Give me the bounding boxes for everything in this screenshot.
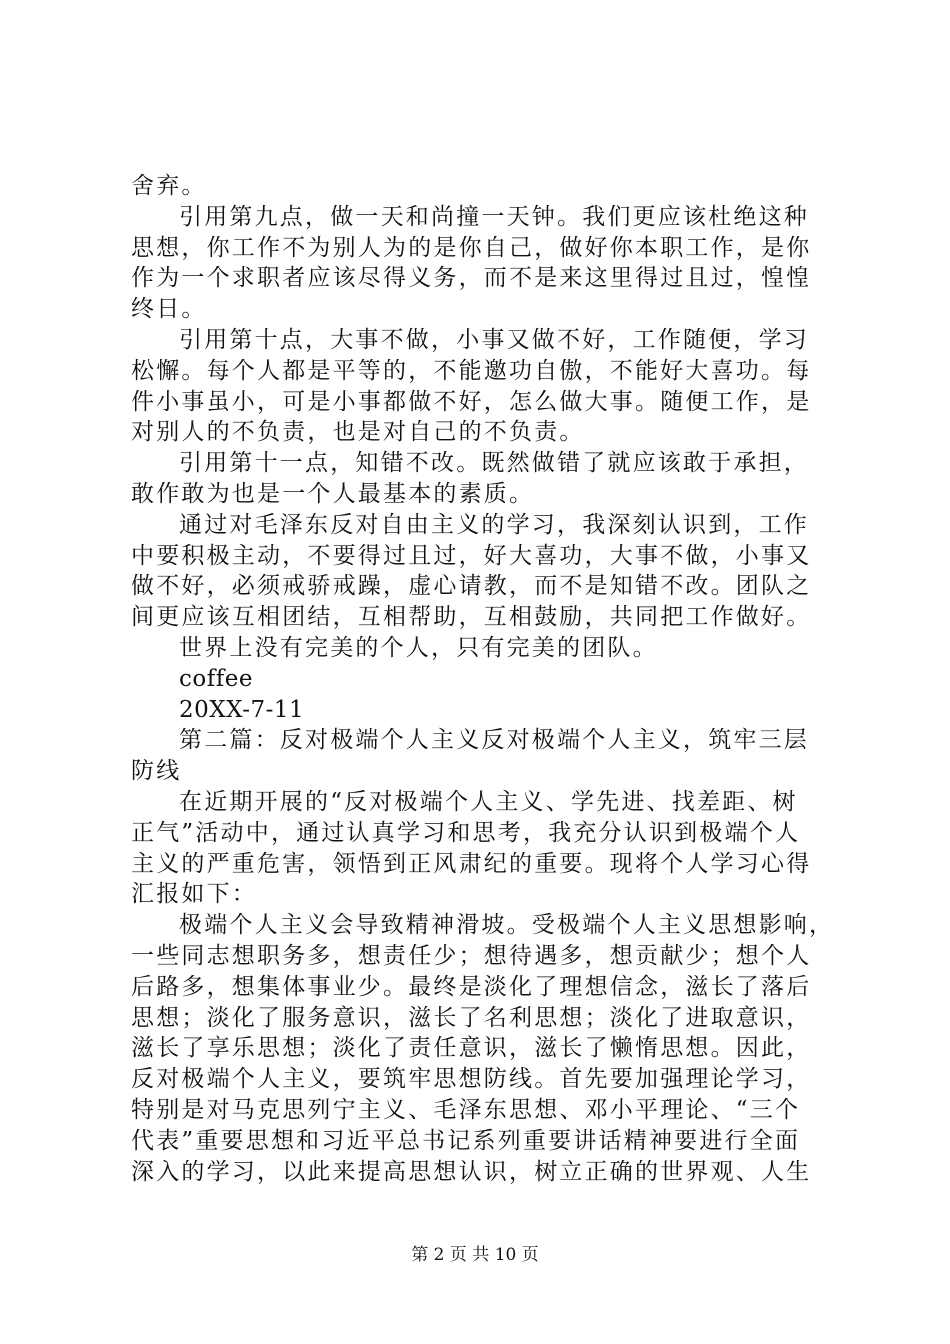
text-line: 深入的学习，以此来提高思想认识，树立正确的世界观、人生 [131, 1158, 812, 1185]
paragraph-first-line: 通过对毛泽东反对自由主义的学习，我深刻认识到，工作 [179, 511, 809, 538]
text-line: 思想；淡化了服务意识，滋长了名利思想；淡化了进取意识， [131, 1004, 812, 1031]
text-line: 滋长了享乐思想；淡化了责任意识，滋长了懒惰思想。因此， [131, 1035, 812, 1062]
paragraph-first-line: 世界上没有完美的个人，只有完美的团队。 [179, 634, 658, 661]
paragraph-first-line: 极端个人主义会导致精神滑坡。受极端个人主义思想影响， [179, 912, 835, 939]
paragraph-first-line: 在近期开展的“反对极端个人主义、学先进、找差距、树 [179, 788, 798, 815]
text-line: 主义的严重危害，领悟到正风肃纪的重要。现将个人学习心得 [131, 850, 812, 877]
text-line: 正气”活动中，通过认真学习和思考，我充分认识到极端个人 [131, 819, 801, 846]
text-line: 特别是对马克思列宁主义、毛泽东思想、邓小平理论、“三个 [131, 1096, 801, 1123]
text-line: 作为一个求职者应该尽得义务，而不是来这里得过且过，惶惶 [131, 265, 812, 292]
text-line: 思想，你工作不为别人为的是你自己，做好你本职工作，是你 [131, 234, 812, 261]
text-line: 代表”重要思想和习近平总书记系列重要讲话精神要进行全面 [131, 1127, 801, 1154]
paragraph-first-line: 引用第九点，做一天和尚撞一天钟。我们更应该杜绝这种 [179, 203, 809, 230]
signature-date: 20XX-7-11 [179, 696, 305, 723]
text-line: 终日。 [131, 296, 207, 323]
text-line: 敢作敢为也是一个人最基本的素质。 [131, 480, 535, 507]
section-heading-continued: 防线 [131, 758, 182, 785]
section-heading: 第二篇：反对极端个人主义反对极端个人主义，筑牢三层 [179, 727, 809, 754]
text-line: 反对极端个人主义，要筑牢思想防线。首先要加强理论学习， [131, 1066, 812, 1093]
text-line: 舍弃。 [131, 173, 207, 199]
page-footer [0, 1243, 950, 1267]
text-line: 做不好，必须戒骄戒躁，虚心请教，而不是知错不改。团队之 [131, 573, 812, 600]
author-signature: coffee [179, 665, 253, 692]
page-number: 第 2 页 共 10 页 [411, 1245, 539, 1265]
text-line: 间更应该互相团结，互相帮助，互相鼓励，共同把工作做好。 [131, 604, 812, 631]
paragraph-first-line: 引用第十点，大事不做，小事又做不好，工作随便，学习 [179, 326, 809, 353]
text-line: 后路多，想集体事业少。最终是淡化了理想信念，滋长了落后 [131, 973, 812, 1000]
body-text [131, 171, 835, 1187]
text-line: 对别人的不负责，也是对自己的不负责。 [131, 419, 585, 446]
text-line: 中要积极主动，不要得过且过，好大喜功，大事不做，小事又 [131, 542, 812, 569]
text-line: 件小事虽小，可是小事都做不好，怎么做大事。随便工作，是 [131, 388, 812, 415]
paragraph-first-line: 引用第十一点，知错不改。既然做错了就应该敢于承担， [179, 450, 809, 477]
text-line: 松懈。每个人都是平等的，不能邀功自傲，不能好大喜功。每 [131, 357, 812, 384]
text-line: 一些同志想职务多，想责任少；想待遇多，想贡献少；想个人 [131, 942, 812, 969]
text-line: 汇报如下： [131, 881, 257, 908]
